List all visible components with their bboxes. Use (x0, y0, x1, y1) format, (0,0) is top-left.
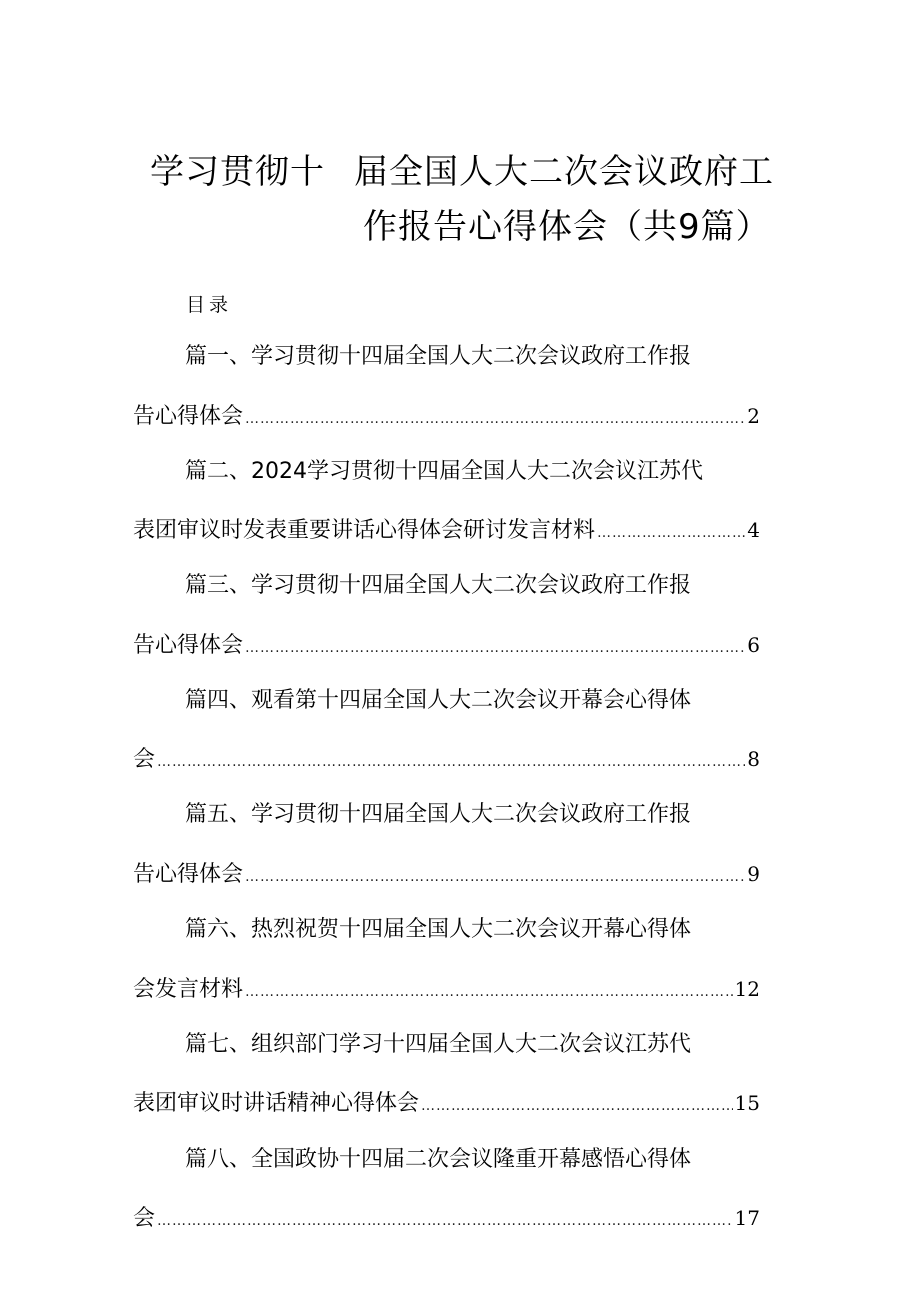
toc-entry-7-title[interactable]: 篇七、组织部门学习十四届全国人大二次会议江苏代 (185, 1032, 692, 1057)
title-line-1-part-a: 学习贯彻十 (150, 152, 325, 192)
toc-page-number: 6 (747, 633, 760, 657)
toc-page-number: 17 (734, 1206, 760, 1230)
toc-entry-text: 表团审议时讲话精神心得体会 (133, 1091, 420, 1116)
toc-entry-7-continuation[interactable] (133, 1089, 760, 1117)
toc-entry-5-title[interactable]: 篇五、学习贯彻十四届全国人大二次会议政府工作报 (185, 802, 692, 827)
toc-leader-dots (421, 1092, 733, 1120)
toc-leader-dots (157, 748, 745, 776)
toc-entry-4-continuation[interactable] (133, 745, 760, 773)
title-line-1-part-b: 届全国人大二次会议政府工 (354, 152, 774, 192)
toc-page-number: 2 (747, 404, 760, 428)
toc-entry-2-title[interactable]: 篇二、2024学习贯彻十四届全国人大二次会议江苏代 (185, 459, 703, 484)
toc-entry-text: 告心得体会 (133, 404, 244, 429)
toc-entry-3-continuation[interactable] (133, 631, 760, 659)
toc-leader-dots (245, 634, 745, 662)
toc-entry-text: 会发言材料 (133, 977, 244, 1002)
toc-leader-dots (597, 519, 745, 547)
toc-entry-1-continuation[interactable] (133, 402, 760, 430)
toc-entry-4-title[interactable]: 篇四、观看第十四届全国人大二次会议开幕会心得体 (185, 688, 692, 713)
toc-heading: 目录 (186, 294, 233, 316)
toc-page-number: 8 (747, 747, 760, 771)
toc-entry-text: 告心得体会 (133, 862, 244, 887)
toc-leader-dots (245, 405, 745, 433)
title-line-2: 作报告心得体会（共9篇） (363, 207, 771, 247)
toc-entry-5-continuation[interactable] (133, 860, 760, 888)
toc-page-number: 4 (747, 518, 760, 542)
toc-entry-3-title[interactable]: 篇三、学习贯彻十四届全国人大二次会议政府工作报 (185, 573, 692, 598)
toc-entry-text: 表团审议时发表重要讲话心得体会研讨发言材料 (133, 518, 596, 543)
toc-entry-8-continuation[interactable] (133, 1204, 760, 1232)
toc-leader-dots (245, 978, 733, 1006)
toc-entry-text: 告心得体会 (133, 633, 244, 658)
toc-entry-text: 会 (133, 747, 156, 772)
toc-entry-2-continuation[interactable] (133, 516, 760, 544)
toc-leader-dots (245, 863, 745, 891)
toc-entry-1-title[interactable]: 篇一、学习贯彻十四届全国人大二次会议政府工作报 (185, 344, 692, 369)
toc-entry-text: 会 (133, 1206, 156, 1231)
toc-page-number: 12 (734, 977, 760, 1001)
toc-page-number: 9 (747, 862, 760, 886)
toc-leader-dots (157, 1207, 733, 1235)
toc-entry-6-title[interactable]: 篇六、热烈祝贺十四届全国人大二次会议开幕心得体 (185, 917, 692, 942)
toc-page-number: 15 (734, 1091, 760, 1115)
toc-entry-8-title[interactable]: 篇八、全国政协十四届二次会议隆重开幕感悟心得体 (185, 1147, 692, 1172)
toc-entry-6-continuation[interactable] (133, 975, 760, 1003)
